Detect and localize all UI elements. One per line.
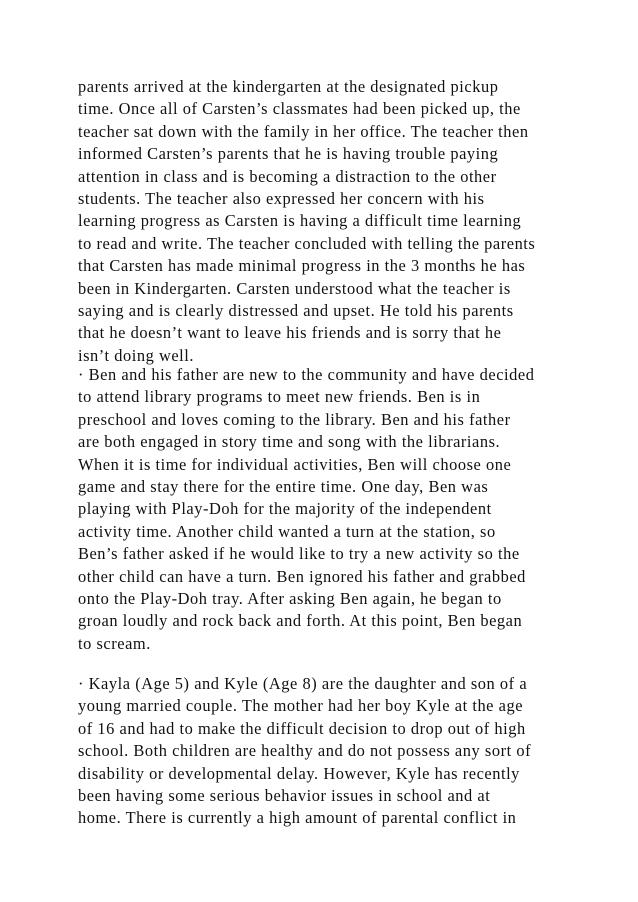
text-line: · Ben and his father are new to the community and have decided <box>78 365 535 384</box>
text-line: Ben’s father asked if he would like to try a new activity so the <box>78 544 520 564</box>
text-line: to read and write. The teacher concluded with telling the parents <box>78 233 536 253</box>
text-line: been in Kindergarten. Carsten understood what the teacher is <box>78 278 511 298</box>
text-line: groan loudly and rock back and forth. At this point, Ben began <box>78 611 523 631</box>
paragraph-carsten <box>78 76 634 367</box>
text-line: game and stay there for the entire time. One day, Ben was <box>78 476 489 496</box>
text-line: home. There is currently a high amount of parental conflict in <box>78 808 517 828</box>
text-line: been having some serious behavior issues in school and at <box>78 785 491 805</box>
text-line: onto the Play-Doh tray. After asking Ben again, he began to <box>78 588 502 608</box>
text-line: young married couple. The mother had her boy Kyle at the age <box>78 696 524 716</box>
text-line: are both engaged in story time and song with the librarians. <box>78 432 501 452</box>
text-line: preschool and loves coming to the library. Ben and his father <box>78 409 511 429</box>
text-line: When it is time for individual activities, Ben will choose one <box>78 454 512 474</box>
text-line: time. Once all of Carsten’s classmates had been picked up, the <box>78 99 521 119</box>
text-line: · Kayla (Age 5) and Kyle (Age 8) are the daughter and son of a <box>78 674 528 693</box>
text-line: disability or developmental delay. However, Kyle has recently <box>78 763 520 783</box>
text-line: school. Both children are healthy and do not possess any sort of <box>78 741 532 761</box>
text-line: playing with Play-Doh for the majority of the independent <box>78 499 492 519</box>
text-line: isn’t doing well. <box>78 345 195 365</box>
text-line: to scream. <box>78 633 151 653</box>
text-line: that Carsten has made minimal progress in the 3 months he has <box>78 256 526 276</box>
text-line: to attend library programs to meet new friends. Ben is in <box>78 387 481 407</box>
text-line: other child can have a turn. Ben ignored his father and grabbed <box>78 566 526 586</box>
text-line: informed Carsten’s parents that he is having trouble paying <box>78 144 499 164</box>
text-line: attention in class and is becoming a distraction to the other <box>78 166 497 186</box>
paragraph-ben <box>78 364 634 655</box>
text-line: students. The teacher also expressed her concern with his <box>78 188 485 208</box>
paragraph-kayla-kyle <box>78 673 634 830</box>
text-line: saying and is clearly distressed and upset. He told his parents <box>78 300 514 320</box>
text-line: teacher sat down with the family in her office. The teacher then <box>78 121 529 141</box>
text-line: of 16 and had to make the difficult decision to drop out of high <box>78 718 526 738</box>
text-line: learning progress as Carsten is having a difficult time learning <box>78 211 522 231</box>
text-line: activity time. Another child wanted a turn at the station, so <box>78 521 496 541</box>
text-line: that he doesn’t want to leave his friends and is sorry that he <box>78 323 502 343</box>
text-line: parents arrived at the kindergarten at the designated pickup <box>78 77 499 96</box>
